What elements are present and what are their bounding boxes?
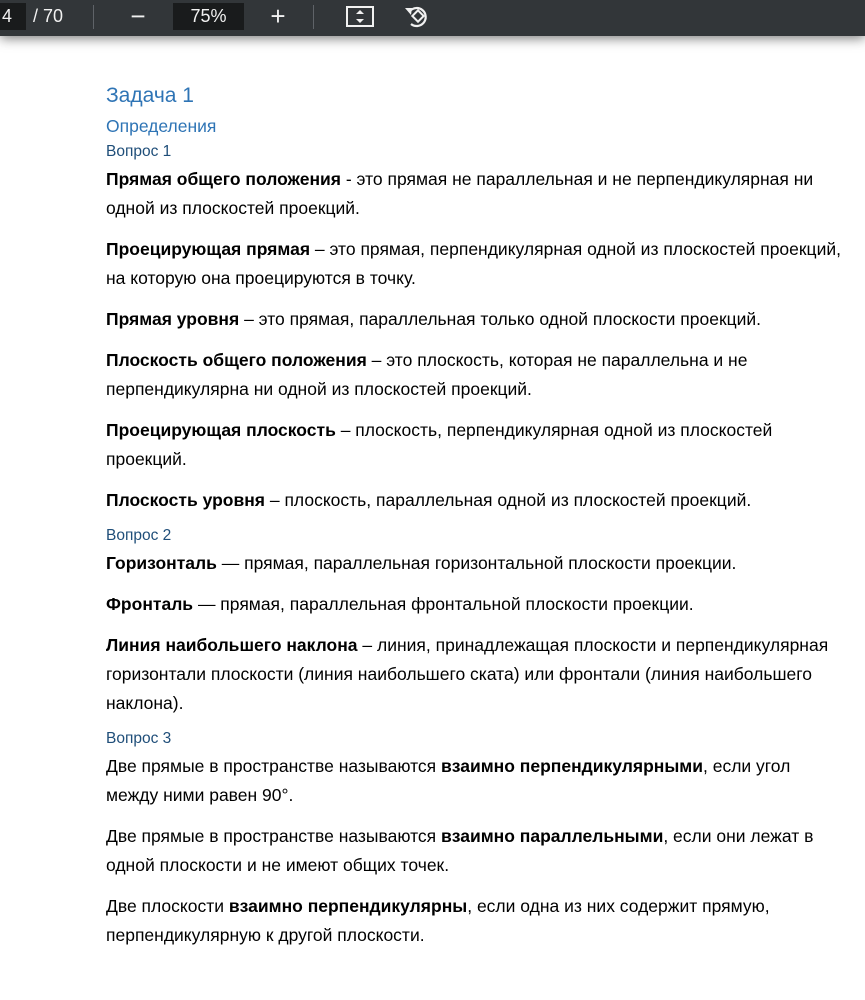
definition-text: Две прямые в пространстве называются xyxy=(106,756,441,776)
definition-text: – это прямая, параллельная только одной плоскости проекций. xyxy=(239,309,762,329)
definition-paragraph xyxy=(106,822,846,880)
task-title: Задача 1 xyxy=(106,84,194,107)
document-page xyxy=(106,80,846,962)
definition-term: взаимно параллельными xyxy=(440,826,664,846)
definition-term: взаимно перпендикулярны xyxy=(228,896,468,916)
definition-paragraph xyxy=(106,631,846,718)
page-total-label: / 70 xyxy=(33,6,64,26)
definition-text: , если угол между ними равен 90°. xyxy=(106,756,791,805)
definition-term: Линия наибольшего наклона xyxy=(106,635,358,655)
definition-text: Две прямые в пространстве называются xyxy=(106,826,441,846)
section-title: Определения xyxy=(106,116,217,136)
definition-text: — прямая, параллельная фронтальной плоскости проекции. xyxy=(193,594,694,614)
page-number-input[interactable]: 4 xyxy=(0,3,26,30)
definition-term: Плоскость уровня xyxy=(106,490,265,510)
toolbar-divider xyxy=(93,5,94,29)
definition-paragraph xyxy=(106,416,846,474)
definition-text: , если одна из них содержит прямую, перпендикулярную к другой плоскости. xyxy=(106,896,770,945)
definition-text: – это плоскость, которая не параллельна и не перпендикулярна ни одной из плоскостей проекций. xyxy=(106,350,748,399)
definition-text: – плоскость, параллельная одной из плоскостей проекций. xyxy=(265,490,752,510)
definition-paragraph xyxy=(106,235,846,293)
question-2-title: Вопрос 2 xyxy=(106,527,172,544)
definition-term: Плоскость общего положения xyxy=(106,350,367,370)
definition-term: Проецирующая прямая xyxy=(106,239,311,259)
pdf-toolbar xyxy=(0,0,865,36)
fit-page-icon xyxy=(345,3,375,30)
definition-paragraph xyxy=(106,486,846,515)
definition-paragraph xyxy=(106,305,846,334)
definition-text: - это прямая не параллельная и не перпендикулярная ни одной из плоскостей проекций. xyxy=(106,169,814,218)
definition-text: , если они лежат в одной плоскости и не имеют общих точек. xyxy=(106,826,814,875)
question-3-title: Вопрос 3 xyxy=(106,730,172,747)
zoom-in-button[interactable]: + xyxy=(270,1,286,31)
definition-paragraph xyxy=(106,892,846,950)
zoom-out-button[interactable]: − xyxy=(130,1,146,31)
definition-term: взаимно перпендикулярными xyxy=(440,756,703,776)
zoom-level-input[interactable]: 75% xyxy=(173,3,244,30)
question-1-title: Вопрос 1 xyxy=(106,143,172,160)
fit-page-button[interactable] xyxy=(345,3,375,30)
definition-term: Прямая уровня xyxy=(106,309,240,329)
definition-paragraph xyxy=(106,752,846,810)
rotate-icon xyxy=(402,3,432,30)
rotate-button[interactable] xyxy=(402,3,432,30)
definition-text: Две плоскости xyxy=(106,896,229,916)
definition-paragraph xyxy=(106,590,846,619)
definition-text: – плоскость, перпендикулярная одной из плоскостей проекций. xyxy=(106,420,773,469)
definition-paragraph xyxy=(106,549,846,578)
definition-text: – это прямая, перпендикулярная одной из плоскостей проекций, на которую она проецируются в точку. xyxy=(106,239,841,288)
definition-text: — прямая, параллельная горизонтальной плоскости проекции. xyxy=(216,553,737,573)
definition-term: Фронталь xyxy=(106,594,194,614)
toolbar-divider xyxy=(313,5,314,29)
definition-text: – линия, принадлежащая плоскости и перпендикулярная горизонтали плоскости (линия наибольшего ската) или фронтали (линия наибольшего наклона). xyxy=(106,635,829,713)
definition-term: Прямая общего положения xyxy=(106,169,341,189)
definition-term: Проецирующая плоскость xyxy=(106,420,336,440)
definition-paragraph xyxy=(106,346,846,404)
definition-paragraph xyxy=(106,165,846,223)
definition-term: Горизонталь xyxy=(106,553,217,573)
